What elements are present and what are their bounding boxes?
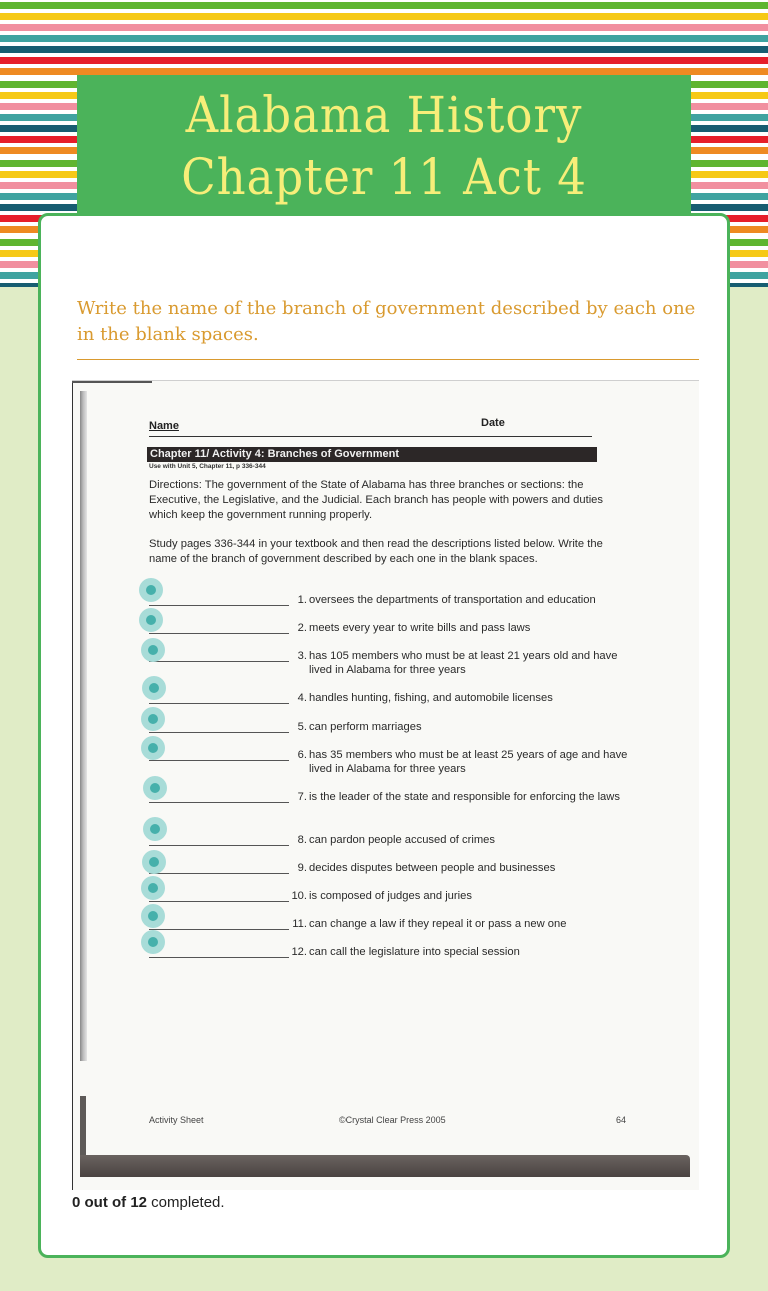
question-text: decides disputes between people and businesses xyxy=(309,862,556,874)
scan-shadow xyxy=(72,381,152,383)
question-number: 5. xyxy=(297,721,307,733)
worksheet-subheading: Use with Unit 5, Chapter 11, p 336-344 xyxy=(149,463,266,470)
question-number: 7. xyxy=(297,791,307,803)
answer-hotspot-1[interactable] xyxy=(139,578,163,602)
question-row-4 xyxy=(149,691,629,721)
name-label: Name xyxy=(149,420,179,432)
question-text: can perform marriages xyxy=(309,721,422,733)
answer-hotspot-12[interactable] xyxy=(141,930,165,954)
answer-blank xyxy=(149,760,289,761)
hotspot-dot-icon xyxy=(150,783,160,793)
hotspot-dot-icon xyxy=(148,883,158,893)
question-number: 10. xyxy=(291,890,307,902)
worksheet-card xyxy=(38,213,730,1258)
answer-hotspot-8[interactable] xyxy=(143,817,167,841)
answer-hotspot-6[interactable] xyxy=(141,736,165,760)
study-text: Study pages 336-344 in your textbook and then read the descriptions listed below. Write the name of the branch of government described by each one in the blank spaces. xyxy=(149,538,603,565)
question-text: meets every year to write bills and pass laws xyxy=(309,622,531,634)
answer-hotspot-5[interactable] xyxy=(141,707,165,731)
scan-edge xyxy=(72,381,73,1190)
hotspot-dot-icon xyxy=(146,615,156,625)
question-number: 1. xyxy=(297,594,307,606)
hotspot-dot-icon xyxy=(149,857,159,867)
worksheet-image xyxy=(72,380,699,1190)
question-text: has 105 members who must be at least 21 years old and have lived in Alabama for three years xyxy=(309,650,618,676)
hotspot-dot-icon xyxy=(148,937,158,947)
question-text: can pardon people accused of crimes xyxy=(309,834,495,846)
question-row-1 xyxy=(149,593,629,623)
answer-hotspot-7[interactable] xyxy=(143,776,167,800)
answer-hotspot-10[interactable] xyxy=(141,876,165,900)
answer-hotspot-4[interactable] xyxy=(142,676,166,700)
footer-copyright: ©Crystal Clear Press 2005 xyxy=(339,1115,446,1125)
question-number: 6. xyxy=(297,749,307,761)
name-date-row xyxy=(149,419,592,437)
hotspot-dot-icon xyxy=(148,911,158,921)
scan-binding-shadow xyxy=(80,391,87,1061)
worksheet-heading: Chapter 11/ Activity 4: Branches of Government xyxy=(147,447,597,462)
page-title-line-1: Alabama History xyxy=(185,86,583,144)
hotspot-dot-icon xyxy=(149,683,159,693)
question-number: 4. xyxy=(297,692,307,704)
answer-hotspot-2[interactable] xyxy=(139,608,163,632)
question-row-11 xyxy=(149,917,629,947)
answer-blank xyxy=(149,802,289,803)
question-row-10 xyxy=(149,889,629,919)
question-text: handles hunting, fishing, and automobile licenses xyxy=(309,692,553,704)
question-text: has 35 members who must be at least 25 years of age and have lived in Alabama for three years xyxy=(309,749,628,775)
question-row-2 xyxy=(149,621,629,651)
question-number: 8. xyxy=(297,834,307,846)
date-label: Date xyxy=(481,417,505,429)
question-row-7 xyxy=(149,790,629,820)
question-number: 9. xyxy=(297,862,307,874)
completion-count: 0 out of 12 xyxy=(72,1194,148,1211)
page-title-line-2: Chapter 11 Act 4 xyxy=(181,148,587,206)
question-text: can change a law if they repeal it or pass a new one xyxy=(309,918,567,930)
answer-blank xyxy=(149,901,289,902)
answer-blank xyxy=(149,633,289,634)
footer-activity-sheet: Activity Sheet xyxy=(149,1115,204,1125)
hotspot-dot-icon xyxy=(150,824,160,834)
question-text: is composed of judges and juries xyxy=(309,890,472,902)
answer-blank xyxy=(149,873,289,874)
instructions-text: Write the name of the branch of government described by each one in the blank spaces. xyxy=(77,298,696,345)
answer-blank xyxy=(149,929,289,930)
question-text: can call the legislature into special session xyxy=(309,946,520,958)
completion-status xyxy=(72,1194,225,1211)
question-number: 12. xyxy=(291,946,307,958)
hotspot-dot-icon xyxy=(148,645,158,655)
answer-hotspot-9[interactable] xyxy=(142,850,166,874)
question-row-8 xyxy=(149,833,629,863)
question-number: 3. xyxy=(297,650,307,662)
hotspot-dot-icon xyxy=(146,585,156,595)
answer-blank xyxy=(149,661,289,662)
answer-blank xyxy=(149,732,289,733)
title-banner xyxy=(77,75,691,217)
scan-bottom-shadow xyxy=(80,1155,690,1177)
instructions-divider xyxy=(77,359,699,360)
answer-blank xyxy=(149,957,289,958)
hotspot-dot-icon xyxy=(148,714,158,724)
footer-page-number: 64 xyxy=(616,1115,627,1125)
question-text: oversees the departments of transportation and education xyxy=(309,594,596,606)
question-row-12 xyxy=(149,945,629,975)
answer-blank xyxy=(149,845,289,846)
question-number: 2. xyxy=(297,622,307,634)
question-row-6 xyxy=(149,748,629,778)
answer-hotspot-3[interactable] xyxy=(141,638,165,662)
directions-text: Directions: The government of the State of Alabama has three branches or sections: the Executive, the Legislative, and the Judicial. Each branch has people with powers and duties which keep the government running properly. xyxy=(149,479,603,521)
answer-blank xyxy=(149,605,289,606)
question-row-5 xyxy=(149,720,629,750)
question-number: 11. xyxy=(292,918,307,930)
answer-hotspot-11[interactable] xyxy=(141,904,165,928)
answer-blank xyxy=(149,703,289,704)
question-row-9 xyxy=(149,861,629,891)
question-text: is the leader of the state and responsible for enforcing the laws xyxy=(309,791,620,803)
question-row-3 xyxy=(149,649,629,679)
completion-suffix: completed. xyxy=(147,1194,225,1211)
hotspot-dot-icon xyxy=(148,743,158,753)
